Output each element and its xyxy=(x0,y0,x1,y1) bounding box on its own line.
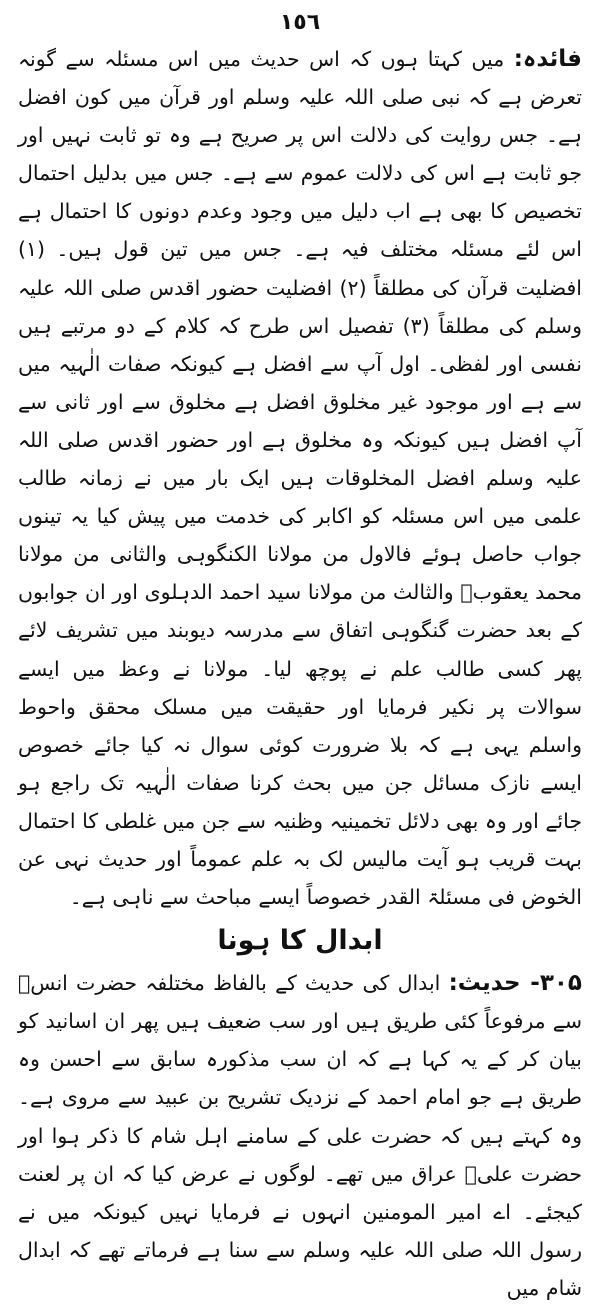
hadith-label: ۳۰۵- حدیث: xyxy=(448,970,582,997)
fayda-paragraph xyxy=(18,40,582,916)
section-heading: ابدال کا ہونا xyxy=(217,925,383,957)
page-number: ١٥٦ xyxy=(279,10,321,35)
hadith-paragraph xyxy=(18,964,582,1307)
fayda-label: فائدہ: xyxy=(513,46,582,72)
hadith-text: ابدال کی حدیث کے بالفاظ مختلفہ حضرت انسؓ سے مرفوعاً کئی طریق ہیں اور سب ضعیف ہیں پھر ان اسانید کو بیان کر کے یہ کہا ہے کہ ان سب مذکورہ سابق سے احسن وہ طریق ہے جو امام احمد کے نزدیک تشریح بن عبید سے مروی ہے۔ وہ کہتے ہیں کہ حضرت علی کے سامنے اہل شام کا ذکر ہوا اور حضرت علیؓ عراق میں تھے۔ لوگوں نے عرض کیا کہ ان پر لعنت کیجئے۔ اے امیر المومنین انہوں نے فرمایا نہیں کیونکہ میں نے رسول اللہ صلی اللہ علیہ وسلم سے سنا ہے فرماتے تھے کہ ابدال شام میں xyxy=(18,971,582,1300)
fayda-text: میں کہتا ہوں کہ اس حدیث میں اس مسئلہ سے گونہ تعرض ہے کہ نبی صلی اللہ علیہ وسلم اور قرآن میں کون افضل ہے۔ جس روایت کی دلالت اس پر صریح ہے وہ تو ثابت نہیں اور جو ثابت ہے اس کی دلالت عموم سے ہے۔ جس میں بدلیل احتمال تخصیص کا بھی ہے اب دلیل میں وجود وعدم دونوں کا احتمال ہے اس لئے مسئلہ مختلف فیہ ہے۔ جس میں تین قول ہیں۔ (۱) افضلیت قرآن کی مطلقاً (۲) افضلیت حضور اقدس صلی اللہ علیہ وسلم کی مطلقاً (۳) تفصیل اس طرح کہ کلام کے دو مرتبے ہیں نفسی اور لفظی۔ اول آپ سے افضل ہے کیونکہ صفات الٰہیہ میں سے ہے اور موجود غیر مخلوق افضل ہے مخلوق سے اور ثانی سے آپ افضل ہیں کیونکہ وہ مخلوق ہے اور حضور اقدس صلی اللہ علیہ وسلم افضل المخلوقات ہیں ایک بار میں نے زمانہ طالب علمی میں اس مسئلہ کو اکابر کی خدمت میں پیش کیا یہ تینوں جواب حاصل ہوئے فالاول من مولانا الکنگوہی والثانی من مولانا محمد یعقوبؒ والثالث من مولانا سید احمد الدہلوی اور ان جوابوں کے بعد حضرت گنگوہی اتفاق سے مدرسہ دیوبند میں تشریف لائے پھر کسی طالب علم نے پوچھ لیا۔ مولانا نے وعظ میں ایسے سوالات پر نکیر فرمایا اور حقیقت میں مسلک محقق واحوط واسلم یہی ہے کہ بلا ضرورت کوئی سوال نہ کیا جائے خصوص ایسے نازک مسائل جن میں بحث کرنا صفات الٰہیہ تک راجع ہو جائے اور وہ بھی دلائل تخمینیہ وظنیہ سے جن میں غلطی کا احتمال بہت قریب ہو آیت مالیس لک بہ علم عموماً اور حدیث نہی عن الخوض فی مسئلۃ القدر خصوصاً ایسے مباحث سے ناہی ہے۔ xyxy=(18,47,582,910)
